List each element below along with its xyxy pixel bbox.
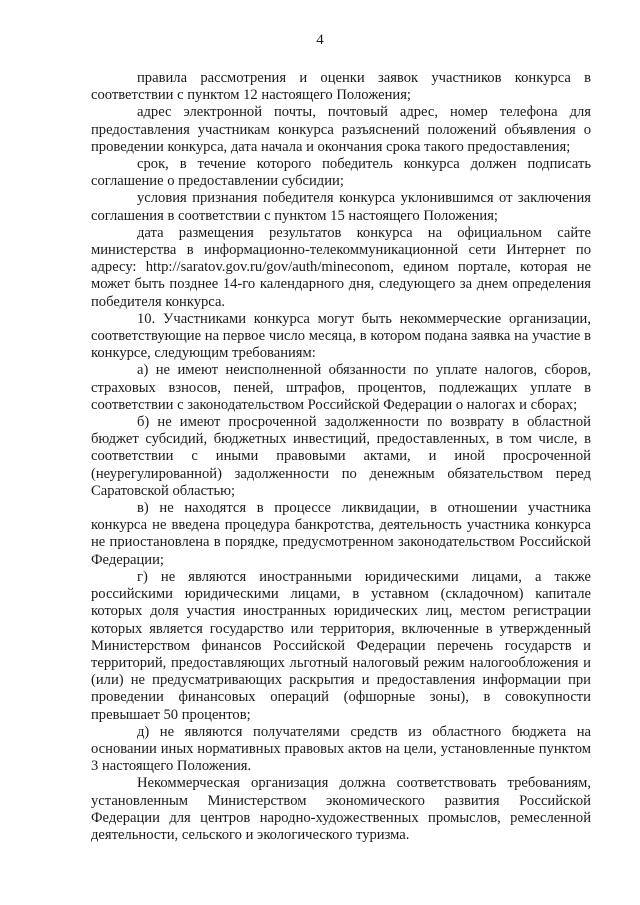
paragraph-ministry-requirements: Некоммерческая организация должна соответствовать требованиям, установленным Министерством экономического развития Российской Федерации для центров народно-художественных промыслов, ремесленной деятельности, сельского и экологического туризма. <box>91 775 591 843</box>
document-body <box>91 70 591 844</box>
paragraph-contact-info: адрес электронной почты, почтовый адрес, номер телефона для предоставления участникам конкурса разъяснений положений объявления о проведении конкурса, дата начала и окончания срока такого предоставления; <box>91 104 591 155</box>
paragraph-requirement-a: а) не имеют неисполненной обязанности по уплате налогов, сборов, страховых взносов, пеней, штрафов, процентов, подлежащих уплате в соответствии с законодательством Российской Федерации о налогах и сборах; <box>91 362 591 413</box>
paragraph-evasion-conditions: условия признания победителя конкурса уклонившимся от заключения соглашения в соответствии с пунктом 15 настоящего Положения; <box>91 190 591 224</box>
paragraph-signing-deadline: срок, в течение которого победитель конкурса должен подписать соглашение о предоставлении субсидии; <box>91 156 591 190</box>
paragraph-requirement-v: в) не находятся в процессе ликвидации, в отношении участника конкурса не введена процедура банкротства, деятельность участника конкурса не приостановлена в порядке, предусмотренном законодательством Российской Федерации; <box>91 500 591 568</box>
paragraph-evaluation-rules: правила рассмотрения и оценки заявок участников конкурса в соответствии с пунктом 12 настоящего Положения; <box>91 70 591 104</box>
paragraph-requirement-d: д) не являются получателями средств из областного бюджета на основании иных нормативных правовых актов на цели, установленные пунктом 3 настоящего Положения. <box>91 723 591 775</box>
paragraph-clause-10: 10. Участниками конкурса могут быть некоммерческие организации, соответствующие на первое число месяца, в котором подана заявка на участие в конкурсе, следующим требованиям: <box>91 310 591 362</box>
page-number: 4 <box>316 32 324 48</box>
paragraph-requirement-g: г) не являются иностранными юридическими лицами, а также российскими юридическими лицами, в уставном (складочном) капитале которых доля участия иностранных юридических лиц, местом регистрации которых является государство или территория, включенные в утвержденный Министерством финансов Российской Федерации перечень государств и территорий, предоставляющих льготный налоговый режим налогообложения и (или) не предусматривающих раскрытия и предоставления информации при проведении финансовых операций (офшорные зоны), в совокупности превышает 50 процентов; <box>91 568 591 723</box>
paragraph-results-publication: дата размещения результатов конкурса на официальном сайте министерства в информационно-телекоммуникационной сети Интернет по адресу: http://saratov.gov.ru/gov/auth/mineconom, едином портале, которая не может быть позднее 14-го календарного дня, следующего за днем определения победителя конкурса. <box>91 224 591 310</box>
paragraph-requirement-b: б) не имеют просроченной задолженности по возврату в областной бюджет субсидий, бюджетных инвестиций, предоставленных, в том числе, в соответствии с иными правовыми актами, и иной просроченной (неурегулированной) задолженности по денежным обязательством перед Саратовской областью; <box>91 414 591 499</box>
